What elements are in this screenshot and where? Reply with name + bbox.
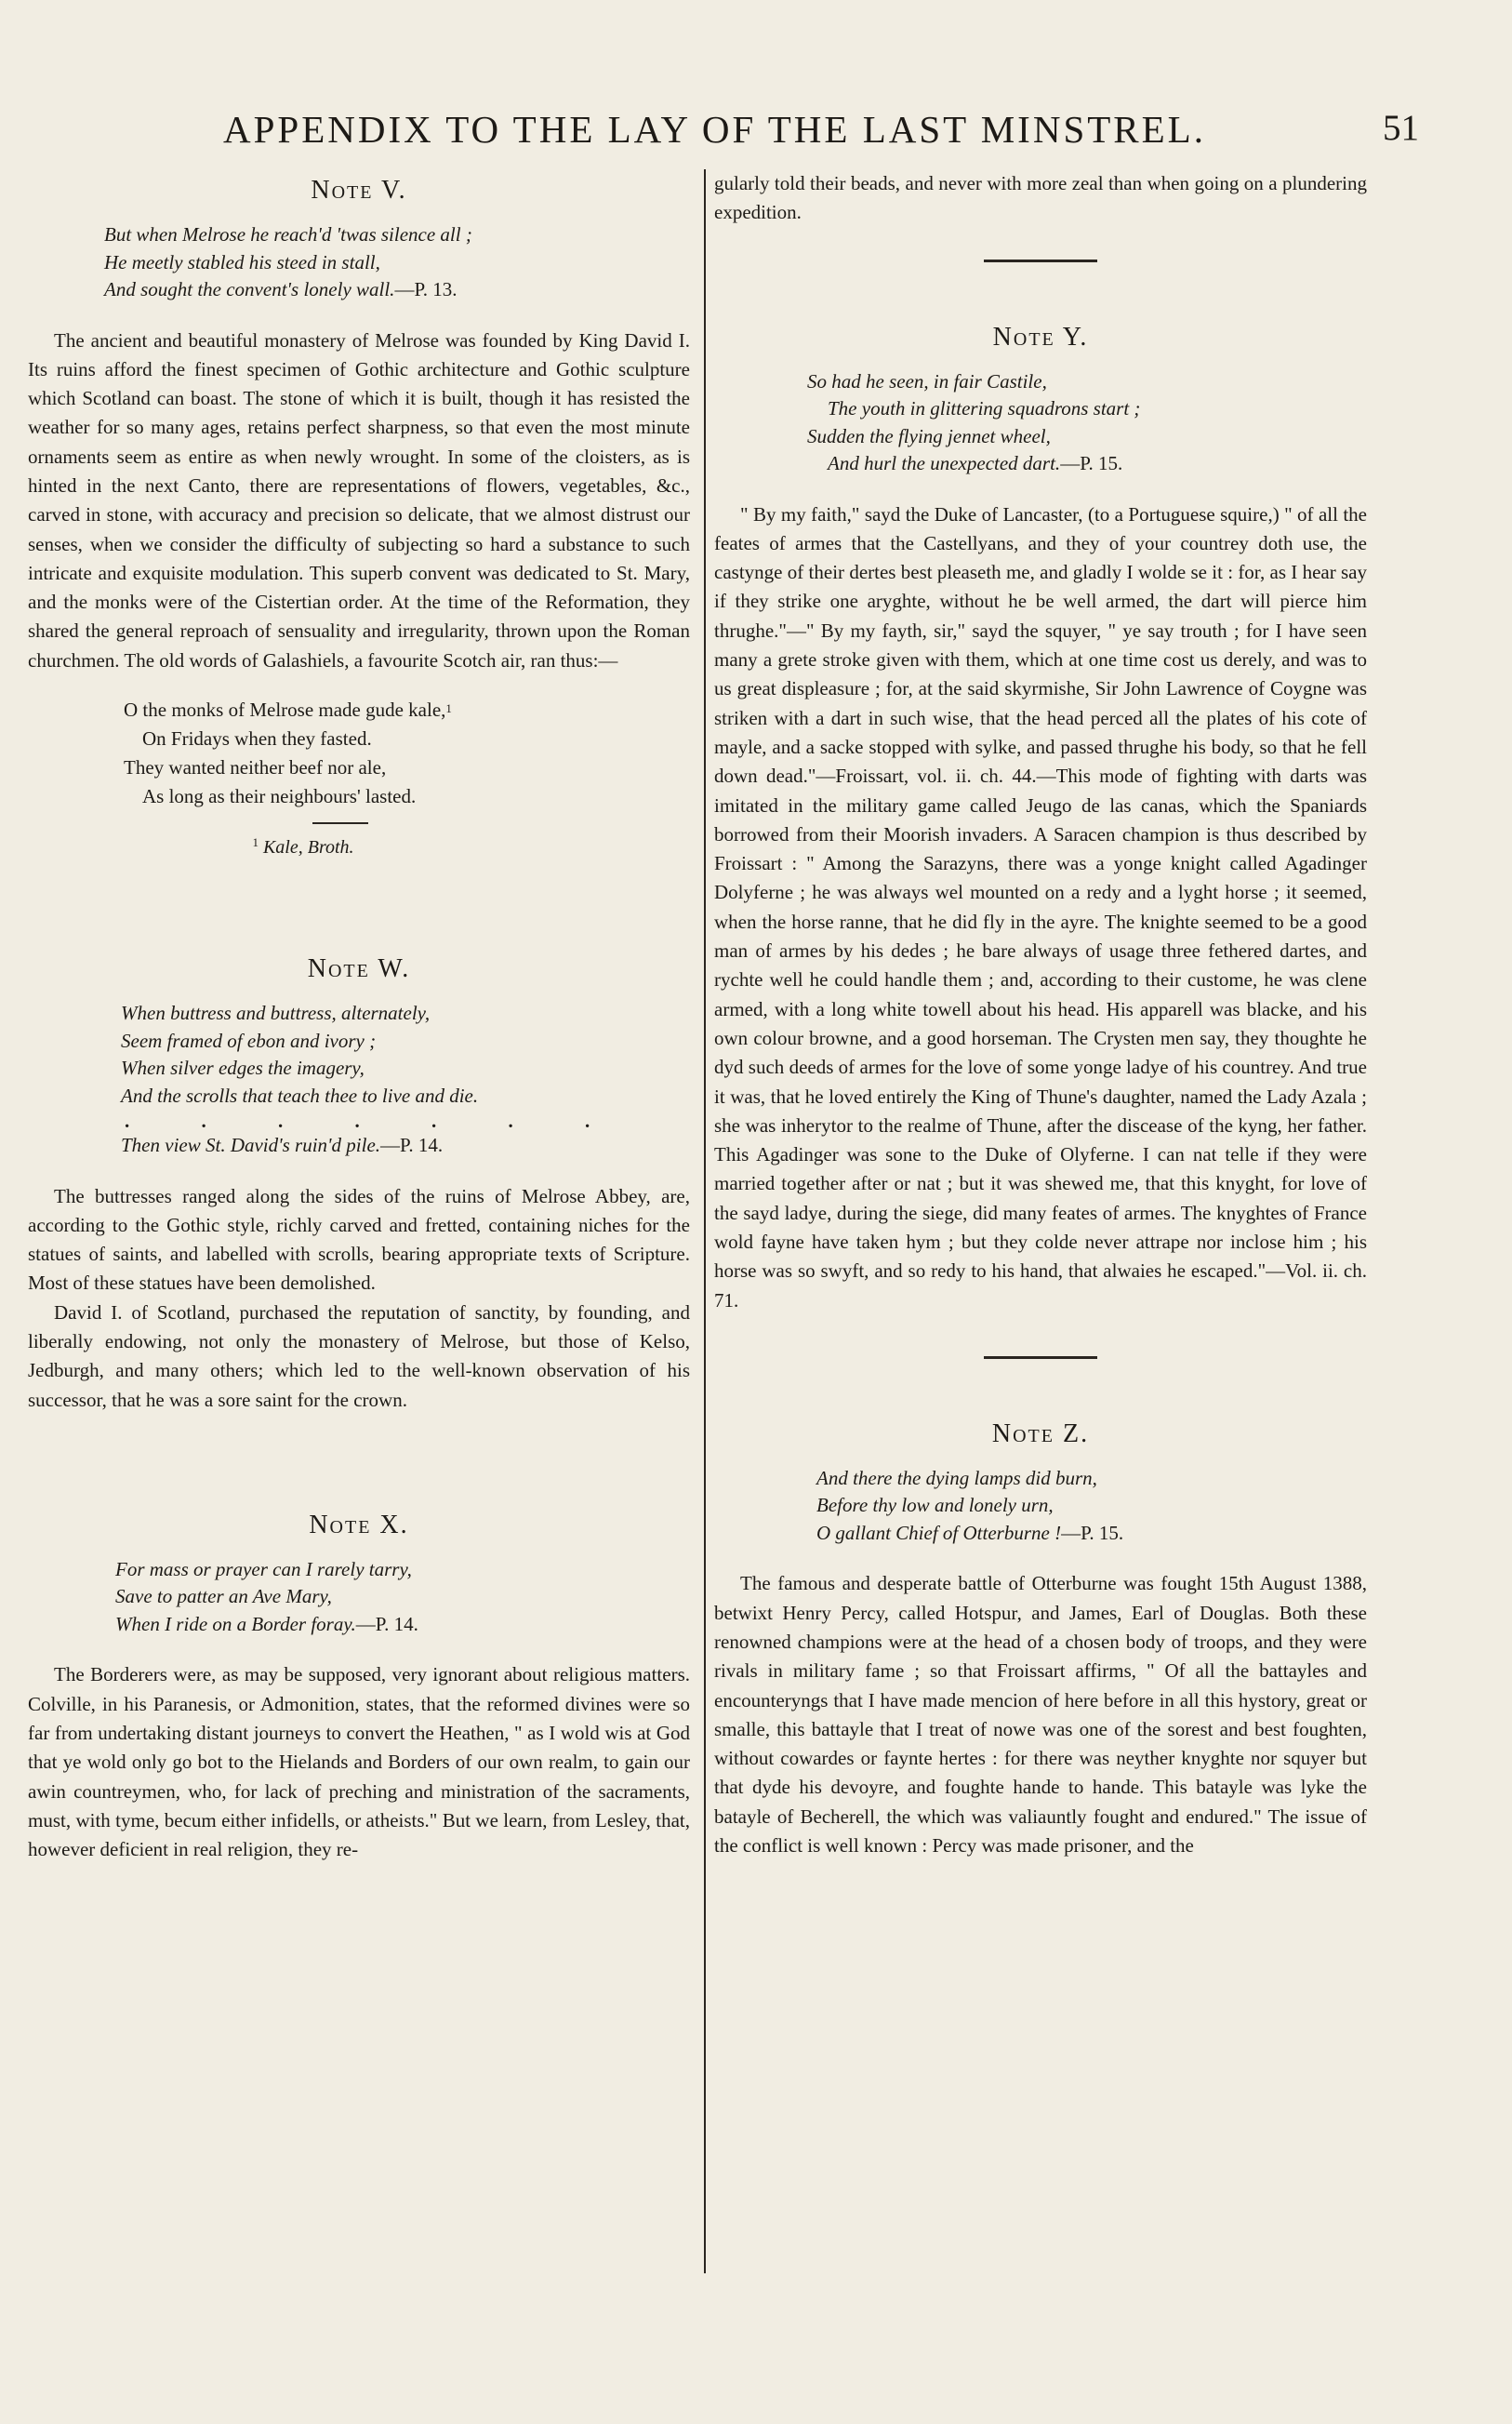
- epigraph-line: [807, 450, 1367, 478]
- epigraph-line-text: O gallant Chief of Otterburne !: [816, 1521, 1062, 1544]
- note-v-body: The ancient and beautiful monastery of Melrose was founded by King David I. Its ruins afford the finest specimen of Gothic architecture and Gothic sculpture which Scotland can boast. The stone of which it is built, though it has resisted the weather for so many ages, retains perfect sharpness, so that even the most minute ornaments seem as entire as when newly wrought. In some of the cloisters, as is hinted in the next Canto, there are representations of flowers, vegetables, &c., carved in stone, with accuracy and precision so delicate, that we almost distrust our senses, when we consider the difficulty of subjecting so hard a substance to such intricate and exquisite modulation. This superb convent was dedicated to St. Mary, and the monks were of the Cistertian order. At the time of the Reformation, they shared the general reproach of sensuality and irregularity, thrown upon the Roman churchmen. The old words of Galashiels, a favourite Scotch air, ran thus:—: [28, 328, 690, 672]
- continued-text: gularly told their beads, and never with more zeal than when going on a plundering expedition.: [714, 172, 1367, 224]
- page-reference: —P. 13.: [394, 278, 458, 300]
- epigraph-line: But when Melrose he reach'd 'twas silence all ;: [104, 223, 472, 246]
- epigraph-line: The youth in glittering squadrons start ;: [828, 397, 1141, 420]
- epigraph-line: [115, 1611, 690, 1639]
- epigraph-line: When silver edges the imagery,: [121, 1057, 365, 1080]
- epigraph-line: When buttress and buttress, alternately,: [121, 1002, 431, 1025]
- verse-line: They wanted neither beef nor ale,: [124, 756, 387, 779]
- epigraph-line: Seem framed of ebon and ivory ;: [121, 1029, 377, 1052]
- ellipsis-dots: . . . . . . .: [125, 1110, 624, 1133]
- epigraph-line-text: Then view St. David's ruin'd pile.: [121, 1134, 381, 1157]
- epigraph-line: Save to patter an Ave Mary,: [115, 1585, 332, 1608]
- section-rule: [984, 260, 1097, 262]
- note-v-epigraph: [28, 221, 690, 304]
- footnote-number: 1: [252, 835, 259, 850]
- note-x: [28, 1504, 690, 1865]
- note-w-body: The buttresses ranged along the sides of the ruins of Melrose Abbey, are, according to the Gothic style, richly carved and fretted, containing niches for the statues of saints, and labelled with scrolls, bearing appropriate texts of Scripture. Most of these statues have been demolished.: [28, 1184, 690, 1295]
- epigraph-line: [816, 1520, 1367, 1548]
- note-y-epigraph: [714, 368, 1367, 478]
- note-w: [28, 948, 690, 1415]
- epigraph-line: [104, 276, 690, 304]
- note-v-heading: Note V.: [311, 176, 407, 205]
- epigraph-line-text: And hurl the unexpected dart.: [828, 452, 1061, 475]
- epigraph-line: Sudden the flying jennet wheel,: [807, 424, 1051, 447]
- running-title: APPENDIX TO THE LAY OF THE LAST MINSTREL.: [223, 108, 1206, 151]
- verse-line: As long as their neighbours' lasted.: [142, 785, 417, 808]
- footnote: [28, 837, 690, 859]
- page-reference: —P. 14.: [380, 1134, 444, 1157]
- note-w-heading: Note W.: [307, 954, 411, 984]
- column-divider: [704, 169, 706, 2273]
- page-number: 51: [1383, 108, 1419, 148]
- right-column: [714, 169, 1367, 1860]
- note-y-body: " By my faith," sayd the Duke of Lancaster, (to a Portuguese squire,) " of all the feates of armes that the Castellyans, and they of your countrey doth use, the castynge of their dertes best pleaseth me, and gladly I wolde se it : for, as I hear say if they strike one aryghte, without he be well armed, the dart will pierce him thrughe."—" By my fayth, sir," sayd the squyer, " ye say trouth ; for I have seen many a grete stroke given with them, which at one time cost us derely, and was to us great displeasure ; for, at the said skyrmishe, Sir John Lawrence of Coygne was striken with a dart in such wise, that the head perced all the plates of his cote of mayle, and a sacke stopped with sylke, and passed thrughe his body, so that he fell down dead."—Froissart, vol. ii. ch. 44.—This mode of fighting with darts was imitated in the military game called Jeugo de las canas, which the Spaniards borrowed from their Moorish invaders. A Saracen champion is thus described by Froissart : " Among the Sarazyns, there was a yonge knight called Agadinger Dolyferne ; he was always wel mounted on a redy and a lyght horse ; it seemed, when the horse ranne, that he did fly in the ayre. The knighte seemed to be a good man of armes by his dedes ; he bare always of usage three fethered dartes, and rychte well he could handle them ; and, according to their custome, he was clene armed, with a long white towell about his head. His apparell was blacke, and his own colour browne, and a good horseman. The Crysten men say, they thoughte he dyd such deeds of armes for the love of some yonge ladye of his countrey. And true it was, that he loved entirely the King of Thune's daughter, named the Lady Azala ; she was inherytor to the realme of Thune, after the discease of the kyng, her father. This Agadinger was sone to the Duke of Olyferne. I can nat telle if they were married together after or nat ; but it was shewed me, that this knyght, for love of the sayd ladye, during the siege, did many feates of armes. The knyghtes of France wold fayne have taken hym ; but they colde never attrape nor inclose him ; his horse was so swyft, and so redy to his hand, that alwaies he escaped."—Vol. ii. ch. 71.: [714, 502, 1367, 1312]
- note-w-epigraph: [28, 1000, 690, 1160]
- epigraph-line: And the scrolls that teach thee to live and die.: [121, 1084, 479, 1107]
- note-w-body: David I. of Scotland, purchased the reputation of sanctity, by founding, and liberally endowing, not only the monastery of Melrose, but those of Kelso, Jedburgh, and many others; which led to the well-known observation of his successor, that he was a sore saint for the crown.: [28, 1300, 690, 1411]
- note-x-heading: Note X.: [309, 1510, 409, 1539]
- epigraph-line-text: And sought the convent's lonely wall.: [104, 278, 395, 300]
- note-x-epigraph: [28, 1556, 690, 1639]
- running-head: [223, 107, 1419, 153]
- verse-line: On Fridays when they fasted.: [142, 727, 372, 751]
- epigraph-line: And there the dying lamps did burn,: [816, 1466, 1097, 1489]
- epigraph-line: He meetly stabled his steed in stall,: [104, 250, 380, 273]
- epigraph-line-text: When I ride on a Border foray.: [115, 1612, 356, 1635]
- epigraph-line: [121, 1132, 690, 1160]
- note-z: [714, 1413, 1367, 1860]
- footnote-text: Kale, Broth.: [262, 837, 354, 859]
- page-reference: —P. 15.: [1061, 1521, 1124, 1544]
- footnote-marker: 1: [445, 701, 452, 716]
- note-y-heading: Note Y.: [992, 322, 1089, 352]
- epigraph-line: So had he seen, in fair Castile,: [807, 369, 1047, 393]
- note-z-epigraph: [714, 1465, 1367, 1548]
- note-z-heading: Note Z.: [991, 1418, 1090, 1448]
- verse-line-text: O the monks of Melrose made gude kale,: [124, 699, 446, 722]
- section-rule: [984, 1356, 1097, 1359]
- monks-verse: [28, 696, 690, 811]
- footnote-rule: [312, 822, 368, 824]
- note-y: [714, 316, 1367, 1315]
- verse-line: [124, 696, 690, 725]
- page-reference: —P. 15.: [1060, 452, 1123, 475]
- epigraph-line: Before thy low and lonely urn,: [816, 1494, 1054, 1517]
- epigraph-line: For mass or prayer can I rarely tarry,: [115, 1557, 412, 1580]
- left-column: [28, 169, 690, 1865]
- note-z-body: The famous and desperate battle of Otterburne was fought 15th August 1388, betwixt Henry Percy, called Hotspur, and James, Earl of Douglas. Both these renowned champions were at the head of a chosen body of troops, and they were rivals in military fame ; so that Froissart affirms, " Of all the battayles and encounteryngs that I have made mencion of here before in all this hystory, great or smalle, this battayle that I treat of nowe was one of the sorest and best foughten, without cowardes or faynte hertes : for there was neyther knyghte nor squyer but that dyde his devoyre, and foughte hande to hande. This batayle was lyke the batayle of Becherell, the which was valiauntly fought and endured." The issue of the conflict is well known : Percy was made prisoner, and the: [714, 1572, 1367, 1858]
- page-reference: —P. 14.: [355, 1612, 418, 1635]
- note-x-body: The Borderers were, as may be supposed, very ignorant about religious matters. Colville, in his Paranesis, or Admonition, states, that the reformed divines were so far from undertaking distant journeys to convert the Heathen, " as I wold wis at God that ye wold only go bot to the Hielands and Borders of our own realm, to gain our awin countreymen, who, for lack of preching and ministration of the sacraments, must, with tyme, becum either infidells, or atheists." But we learn, from Lesley, that, however deficient in real religion, they re-: [28, 1663, 690, 1861]
- note-v: [28, 169, 690, 859]
